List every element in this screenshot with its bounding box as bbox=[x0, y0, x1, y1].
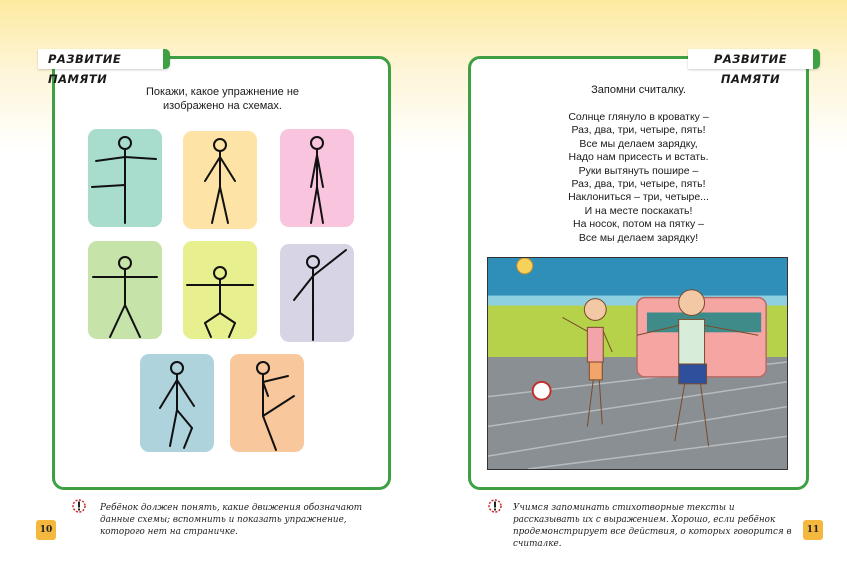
poem-line: Наклониться – три, четыре... bbox=[568, 191, 709, 204]
exercise-card-6[interactable] bbox=[280, 244, 354, 342]
poem-line: Раз, два, три, четыре, пять! bbox=[571, 178, 706, 191]
exercise-card-7[interactable] bbox=[140, 354, 214, 452]
exercise-card-5[interactable] bbox=[183, 241, 257, 339]
stick-figure-icon bbox=[88, 129, 162, 227]
stick-figure-icon bbox=[88, 241, 162, 339]
stick-figure-icon bbox=[280, 129, 354, 227]
poem-title: Запомни считалку. bbox=[591, 84, 686, 96]
page-number-right: 11 bbox=[803, 520, 823, 540]
exercise-card-1[interactable] bbox=[88, 129, 162, 227]
section-tag-right: РАЗВИТИЕ ПАМЯТИ bbox=[688, 49, 820, 69]
parent-note-right: Учимся запоминать стихотворные тексты и рассказывать их с выражением. Хорошо, если ребёнок продемонстрирует все действия, о которых говорится в считалке. bbox=[513, 503, 792, 549]
exclamation-warning-icon bbox=[487, 498, 503, 514]
instruction-text: Покажи, какое упражнение не изображено на схемах. bbox=[145, 86, 300, 112]
exercise-card-2[interactable] bbox=[183, 131, 257, 229]
exercise-card-3[interactable] bbox=[280, 129, 354, 227]
poem-line: Все мы делаем зарядку, bbox=[579, 137, 698, 150]
poem-line: Все мы делаем зарядку! bbox=[578, 231, 699, 244]
poem-line: Солнце глянуло в кроватку – bbox=[568, 111, 709, 123]
exercise-card-4[interactable] bbox=[88, 241, 162, 339]
poem-text bbox=[468, 111, 809, 245]
poem-line: Раз, два, три, четыре, пять! bbox=[571, 124, 706, 137]
stick-figure-icon bbox=[183, 241, 257, 339]
stick-figure-icon bbox=[183, 131, 257, 229]
stick-figure-icon bbox=[230, 354, 304, 452]
poem-line: И на месте поскакать! bbox=[584, 204, 693, 217]
poem-line: Руки вытянуть пошире – bbox=[578, 164, 699, 177]
parent-note-left: Ребёнок должен понять, какие движения обозначают данные схемы; вспомнить и показать упражнение, которого нет на страничке. bbox=[100, 503, 363, 537]
exclamation-warning-icon bbox=[71, 498, 87, 514]
exercise-illustration bbox=[487, 257, 788, 470]
poem-line: На носок, потом на пятку – bbox=[572, 218, 705, 231]
stick-figure-icon bbox=[280, 244, 354, 342]
section-tag-left: РАЗВИТИЕ ПАМЯТИ bbox=[38, 49, 170, 69]
page-number-left: 10 bbox=[36, 520, 56, 540]
poem-line: Надо нам присесть и встать. bbox=[568, 151, 709, 164]
exercise-card-8[interactable] bbox=[230, 354, 304, 452]
stick-figure-icon bbox=[140, 354, 214, 452]
